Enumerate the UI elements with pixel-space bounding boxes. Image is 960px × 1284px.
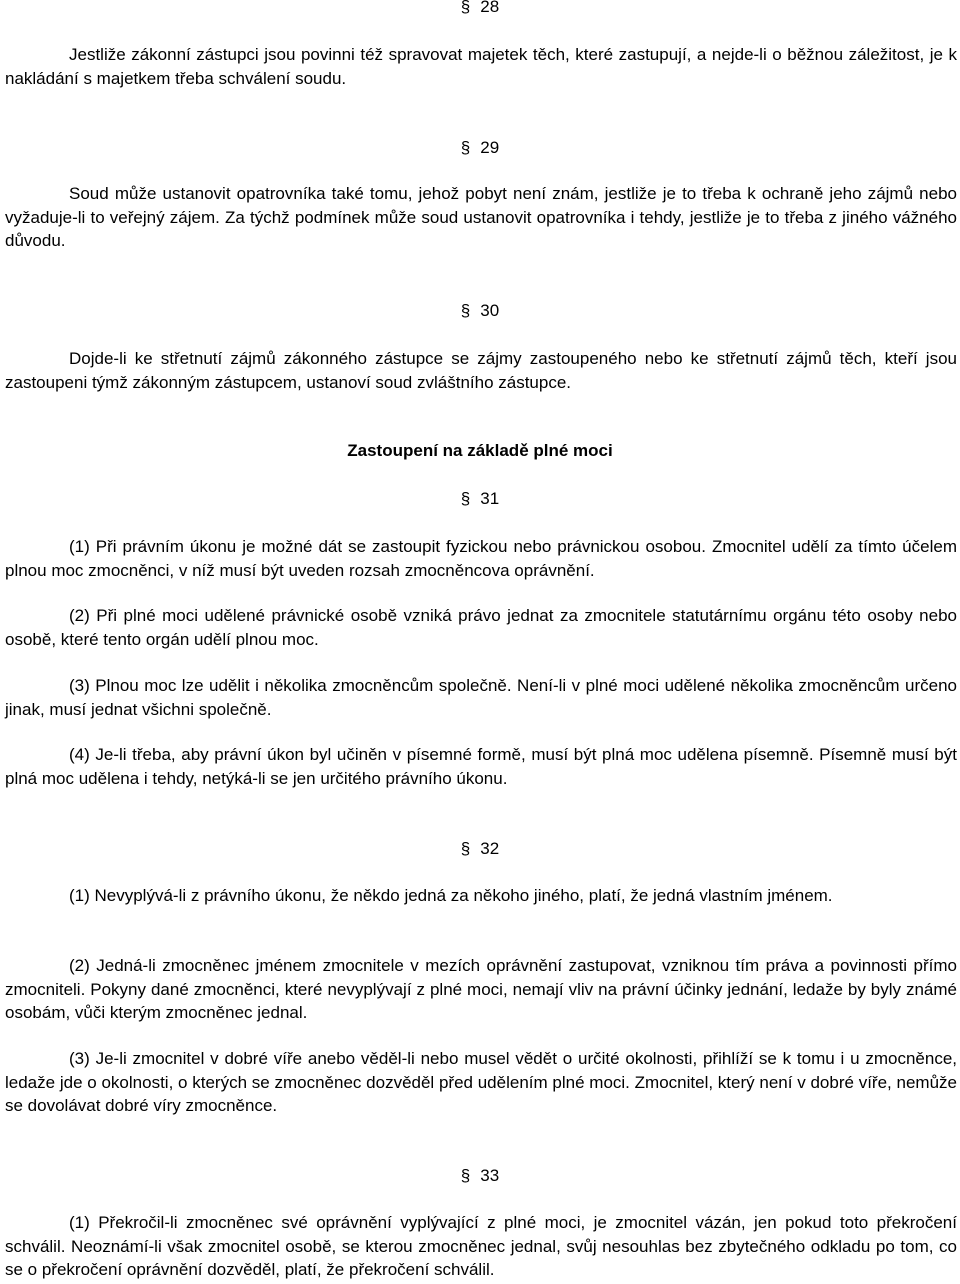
section-symbol: § xyxy=(460,0,471,16)
section-number-32: § 32 xyxy=(460,839,500,858)
section-number-29: § 29 xyxy=(460,138,500,157)
section-symbol: § xyxy=(460,489,471,508)
section-symbol: § xyxy=(460,1166,471,1185)
section-symbol: § xyxy=(460,301,471,320)
section-symbol: § xyxy=(460,138,471,157)
paragraph-33-1: (1) Překročil-li zmocněnec své oprávnění vyplývající z plné moci, je zmocnitel vázán, jen pokud toto překročení schválil. Neoznámí-li však zmocnitel osobě, se kterou zmocněnec jednal, svůj nesouhlas bez zbytečného odkladu po tom, co se o překročení oprávnění dozvěděl, platí, že překročení schválil. xyxy=(5,1213,957,1279)
heading-zastoupeni: Zastoupení na základě plné moci xyxy=(347,441,613,460)
section-number-30: § 30 xyxy=(460,301,500,320)
section-number-28: § 28 xyxy=(0,0,960,18)
paragraph-30: Dojde-li ke střetnutí zájmů zákonného zástupce se zájmy zastoupeného nebo ke střetnutí zájmů těch, kteří jsou zastoupeni týmž zákonným zástupcem, ustanoví soud zvláštního zástupce. xyxy=(5,349,957,392)
paragraph-31-4: (4) Je-li třeba, aby právní úkon byl učiněn v písemné formě, musí být plná moc udělena písemně. Písemně musí být plná moc udělena i tehdy, netýká-li se jen určitého právního úkonu. xyxy=(5,745,957,788)
section-number-31: § 31 xyxy=(460,489,500,508)
paragraph-32-3: (3) Je-li zmocnitel v dobré víře anebo věděl-li nebo musel vědět o určité okolnosti, přihlíží se k tomu i u zmocněnce, ledaže jde o okolnosti, o kterých se zmocněnec dozvěděl před udělením plné moci. Zmocnitel, který není v dobré víře, nemůže se dovolávat dobré víry zmocněnce. xyxy=(5,1049,957,1115)
paragraph-31-3: (3) Plnou moc lze udělit i několika zmocněncům společně. Není-li v plné moci udělené několika zmocněncům určeno jinak, musí jednat všichni společně. xyxy=(5,676,957,719)
section-number-33: § 33 xyxy=(460,1166,500,1185)
paragraph-32-2: (2) Jedná-li zmocněnec jménem zmocnitele v mezích oprávnění zastupovat, vzniknou tím práva a povinnosti přímo zmocniteli. Pokyny dané zmocněnci, které nevyplývají z plné moci, nemají vliv na právní účinky jednání, ledaže by byly známé osobám, vůči kterým zmocněnec jednal. xyxy=(5,956,957,1022)
paragraph-28: Jestliže zákonní zástupci jsou povinni též spravovat majetek těch, které zastupují, a nejde-li o běžnou záležitost, je k nakládání s majetkem třeba schválení soudu. xyxy=(5,45,957,88)
section-symbol: § xyxy=(460,839,471,858)
paragraph-29: Soud může ustanovit opatrovníka také tomu, jehož pobyt není znám, jestliže je to třeba k ochraně jeho zájmů nebo vyžaduje-li to veřejný zájem. Za týchž podmínek může soud ustanovit opatrovníka i tehdy, jestliže je to třeba z jiného vážného důvodu. xyxy=(5,184,957,250)
paragraph-31-2: (2) Při plné moci udělené právnické osobě vzniká právo jednat za zmocnitele statutárnímu orgánu této osoby nebo osobě, které tento orgán udělí plnou moc. xyxy=(5,606,957,649)
paragraph-31-1: (1) Při právním úkonu je možné dát se zastoupit fyzickou nebo právnickou osobou. Zmocnitel udělí za tímto účelem plnou moc zmocněnci, v níž musí být uveden rozsah zmocněncova oprávnění. xyxy=(5,537,957,580)
paragraph-32-1: (1) Nevyplývá-li z právního úkonu, že někdo jedná za někoho jiného, platí, že jedná vlastním jménem. xyxy=(69,886,833,905)
